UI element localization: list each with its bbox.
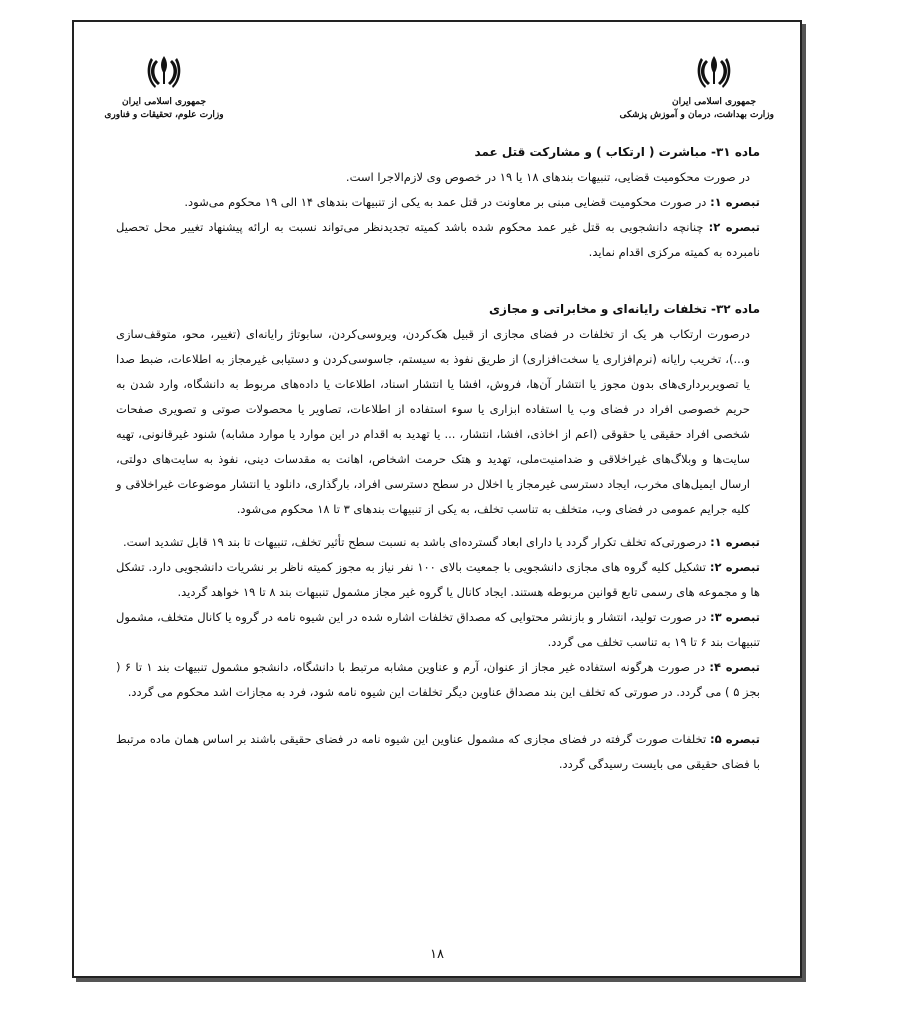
document-page: [72, 20, 802, 978]
note-label: تبصره ۱:: [710, 195, 760, 209]
logo-ministry-text: وزارت علوم، تحقیقات و فناوری: [104, 110, 224, 120]
article-32-note-5: [116, 727, 760, 777]
note-text: در صورت تولید، انتشار و بازنشر محتوایی که مصداق تخلفات اشاره شده در این شیوه نامه در گروه یا کانال متخلف، مشمول تنبیهات بند ۶ تا ۱۹ به تناسب تخلف می گردد.: [116, 610, 760, 649]
article-32-note-1: [116, 530, 760, 555]
note-text: در صورت هرگونه استفاده غیر مجاز از عنوان، آرم و عناوین مشابه مرتبط با دانشگاه، دانشجو مشمول تنبیهات بند ۱ تا ۶ ( بجز ۵ ) می گردد. در صورتی که تخلف این بند مصداق عناوین دیگر تخلفات این شیوه نامه شود، فرد به مجازات اشد محکوم می گردد.: [116, 660, 760, 699]
note-label: تبصره ۲:: [708, 220, 760, 234]
iran-emblem-icon: [693, 52, 735, 92]
note-text: تشکیل کلیه گروه های مجازی دانشجویی با جمعیت بالای ۱۰۰ نفر نیاز به مجوز کمیته ناظر بر نشریات دانشجویی دارد. تشکل ها و مجموعه های رسمی تابع قوانین مربوطه هستند. ایجاد کانال یا گروه غیر مجاز مشمول تنبیهات بند ۸ تا ۱۹ خواهد گردید.: [116, 560, 760, 599]
article-32-title: ماده ۳۲- تخلفات رایانه‌ای و مخابراتی و مجازی: [489, 302, 760, 316]
article-31-note-1: [116, 190, 760, 215]
article-32-body: درصورت ارتکاب هر یک از تخلفات در فضای مجازی از قبیل هک‌کردن، ویروسی‌کردن، سابوتاژ رایانه‌ای (تغییر، محو، متوقف‌سازی و...)، تخریب رایانه (نرم‌افزاری یا سخت‌افزاری) از طریق نفوذ به سیستم، جاسوسی‌کردن و دستیابی غیرمجاز به اطلاعات، ضبط صدا یا تصویربرداری‌های بدون مجوز یا انتشار آن‌ها، فروش، افشا یا انتشار اسناد، اطلاعات یا داده‌های مربوط به دانشگاه، وارد شدن به حریم خصوصی افراد در فضای وب یا استفاده ابزاری یا سوء استفاده از اطلاعات، تصاویر یا محصولات صوتی و تصویری صفحات شخصی افراد حقیقی یا حقوقی (اعم از اخاذی، افشا، انتشار، ... یا تهدید به اقدام در این موارد یا موارد مشابه) شنود غیرقانونی، تهیه سایت‌ها و وبلاگ‌های غیراخلاقی و ضدامنیت‌ملی، تهدید و هتک حرمت اشخاص، اهانت به مقدسات دینی، نفوذ به سایت‌های دولتی، ارسال ایمیل‌های مخرب، ایجاد دسترسی غیرمجاز یا اخلال در سطح دسترسی افراد، بارگذاری، دانلود یا انتشار موضوعات غیراخلاقی و کلیه جرایم عمومی در فضای وب، متخلف به تناسب تخلف، به یکی از تنبیهات بندهای ۳ تا ۱۸ محکوم می‌شود.: [116, 327, 750, 516]
note-text: تخلفات صورت گرفته در فضای مجازی که مشمول عناوین این شیوه نامه در فضای حقیقی باشند بر اساس همان ماده مرتبط با فضای حقیقی می بایست رسیدگی گردد.: [116, 732, 760, 771]
note-text: چنانچه دانشجویی به قتل غیر عمد محکوم شده باشد کمیته تجدیدنظر می‌تواند نسبت به ارائه پیشنهاد تغییر محل تحصیل نامبرده به کمیته مرکزی اقدام نماید.: [116, 220, 760, 259]
article-32-note-3: [116, 605, 760, 655]
note-label: تبصره ۱:: [710, 535, 760, 549]
note-label: تبصره ۳:: [710, 610, 760, 624]
ministry-science-logo: [104, 52, 224, 122]
note-text: در صورت محکومیت قضایی مبنی بر معاونت در قتل عمد به یکی از تنبیهات بندهای ۱۴ الی ۱۹ محکوم می‌شود.: [184, 195, 711, 209]
ministry-health-logo: [619, 52, 774, 122]
logo-country-text: جمهوری اسلامی ایران: [671, 97, 757, 107]
article-31-note-2: [116, 215, 760, 265]
logo-ministry-text: وزارت بهداشت، درمان و آموزش پزشکی: [619, 110, 774, 120]
article-32-note-2: [116, 555, 760, 605]
article-31-title: ماده ۳۱- مباشرت ( ارتکاب ) و مشارکت قتل عمد: [474, 145, 760, 159]
article-31-body: در صورت محکومیت قضایی، تنبیهات بندهای ۱۸ یا ۱۹ در خصوص وی لازم‌الاجرا است.: [345, 170, 750, 184]
note-text: درصورتی‌که تخلف تکرار گردد یا دارای ابعاد گسترده‌ای باشد به نسبت سطح تأثیر تخلف، تنبیهات تا بند ۱۹ قابل تشدید است.: [122, 535, 711, 549]
page-number: ۱۸: [430, 947, 444, 962]
document-body: [116, 140, 760, 777]
note-label: تبصره ۴:: [709, 660, 760, 674]
note-label: تبصره ۲:: [709, 560, 761, 574]
logo-country-text: جمهوری اسلامی ایران: [121, 97, 207, 107]
note-label: تبصره ۵:: [709, 732, 760, 746]
article-32-note-4: [116, 655, 760, 705]
iran-emblem-icon: [143, 52, 185, 92]
